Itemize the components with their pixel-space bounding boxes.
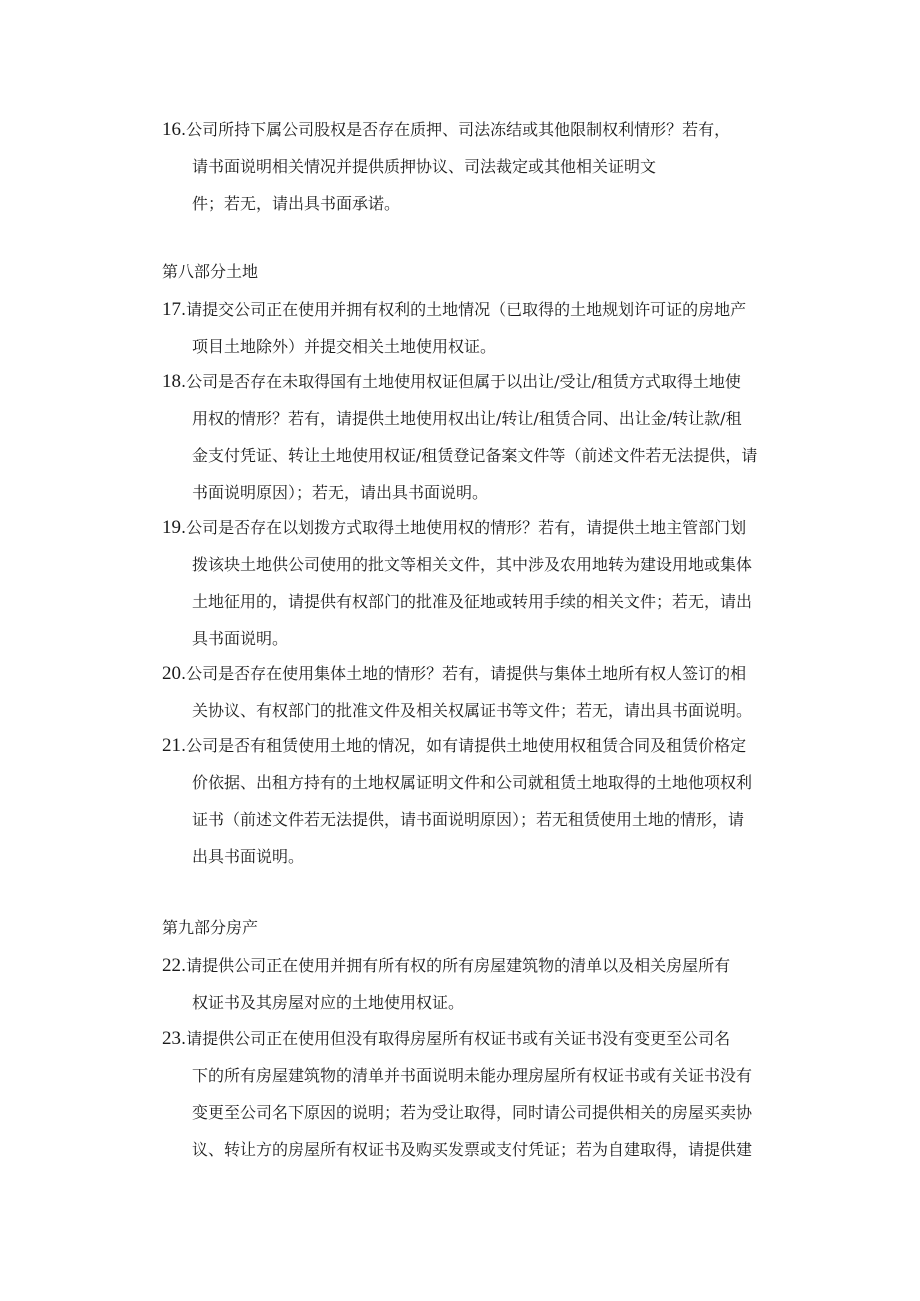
list-item-18-line-2: 用权的情形？若有，请提供土地使用权出让/转让/租赁合同、出让金/转让款/租 [192, 409, 742, 428]
list-item-21-line-4: 出具书面说明。 [192, 847, 305, 866]
list-item-23-line-3: 变更至公司名下原因的说明；若为受让取得，同时请公司提供相关的房屋买卖协 [192, 1103, 753, 1122]
list-item-17-line-2: 项目土地除外）并提交相关土地使用权证。 [192, 337, 497, 356]
list-item-20-line-1 [162, 663, 746, 685]
list-item-20-line-2: 关协议、有权部门的批准文件及相关权属证书等文件；若无，请出具书面说明。 [192, 701, 753, 720]
list-item-21-line-3: 证书（前述文件若无法提供，请书面说明原因）；若无租赁使用土地的情形，请 [192, 810, 745, 829]
list-item-19-line-3: 土地征用的，请提供有权部门的批准及征地或转用手续的相关文件；若无，请出 [192, 592, 753, 611]
item-text: .公司所持下属公司股权是否存在质押、司法冻结或其他限制权利情形？若有， [181, 120, 731, 139]
item-text: .公司是否有租赁使用土地的情况，如有请提供土地使用权租赁合同及租赁价格定 [181, 736, 747, 755]
item-number: 18 [162, 371, 181, 392]
list-item-18-line-4: 书面说明原因）；若无，请出具书面说明。 [192, 483, 489, 502]
item-text: .请提交公司正在使用并拥有权利的土地情况（已取得的土地规划许可证的房地产 [181, 300, 747, 319]
item-number: 23 [162, 1028, 181, 1049]
list-item-23-line-4: 议、转让方的房屋所有权证书及购买发票或支付凭证；若为自建取得，请提供建 [192, 1140, 753, 1159]
item-text: .公司是否存在未取得国有土地使用权证但属于以出让/受让/租赁方式取得土地使 [181, 372, 741, 391]
item-number: 17 [162, 299, 181, 320]
item-text: .请提供公司正在使用并拥有所有权的所有房屋建筑物的清单以及相关房屋所有 [181, 956, 731, 975]
item-number: 21 [162, 735, 181, 756]
list-item-18-line-3: 金支付凭证、转让土地使用权证/租赁登记备案文件等（前述文件若无法提供，请 [192, 446, 758, 465]
list-item-16-line-3: 件；若无，请出具书面承诺。 [192, 194, 401, 213]
section-heading-land: 第八部分土地 [162, 262, 259, 281]
list-item-17-line-1 [162, 299, 746, 321]
list-item-16-line-2: 请书面说明相关情况并提供质押协议、司法裁定或其他相关证明文 [192, 157, 657, 176]
section-heading-property: 第九部分房产 [162, 918, 259, 937]
item-text: .请提供公司正在使用但没有取得房屋所有权证书或有关证书没有变更至公司名 [181, 1029, 731, 1048]
list-item-16-line-1 [162, 119, 730, 141]
list-item-19-line-1 [162, 517, 746, 539]
list-item-22-line-1 [162, 955, 730, 977]
item-number: 20 [162, 663, 181, 684]
list-item-21-line-2: 价依据、出租方持有的土地权属证明文件和公司就租赁土地取得的土地他项权利 [192, 773, 753, 792]
item-number: 22 [162, 955, 181, 976]
list-item-21-line-1 [162, 735, 746, 757]
list-item-19-line-2: 拨该块土地供公司使用的批文等相关文件，其中涉及农用地转为建设用地或集体 [192, 555, 753, 574]
item-text: .公司是否存在使用集体土地的情形？若有，请提供与集体土地所有权人签订的相 [181, 664, 747, 683]
item-number: 16 [162, 119, 181, 140]
item-text: .公司是否存在以划拨方式取得土地使用权的情形？若有，请提供土地主管部门划 [181, 518, 747, 537]
list-item-18-line-1 [162, 371, 741, 393]
list-item-23-line-1 [162, 1028, 730, 1050]
list-item-22-line-2: 权证书及其房屋对应的土地使用权证。 [192, 993, 465, 1012]
item-number: 19 [162, 517, 181, 538]
list-item-19-line-4: 具书面说明。 [192, 629, 289, 648]
list-item-23-line-2: 下的所有房屋建筑物的清单并书面说明未能办理房屋所有权证书或有关证书没有 [192, 1066, 753, 1085]
